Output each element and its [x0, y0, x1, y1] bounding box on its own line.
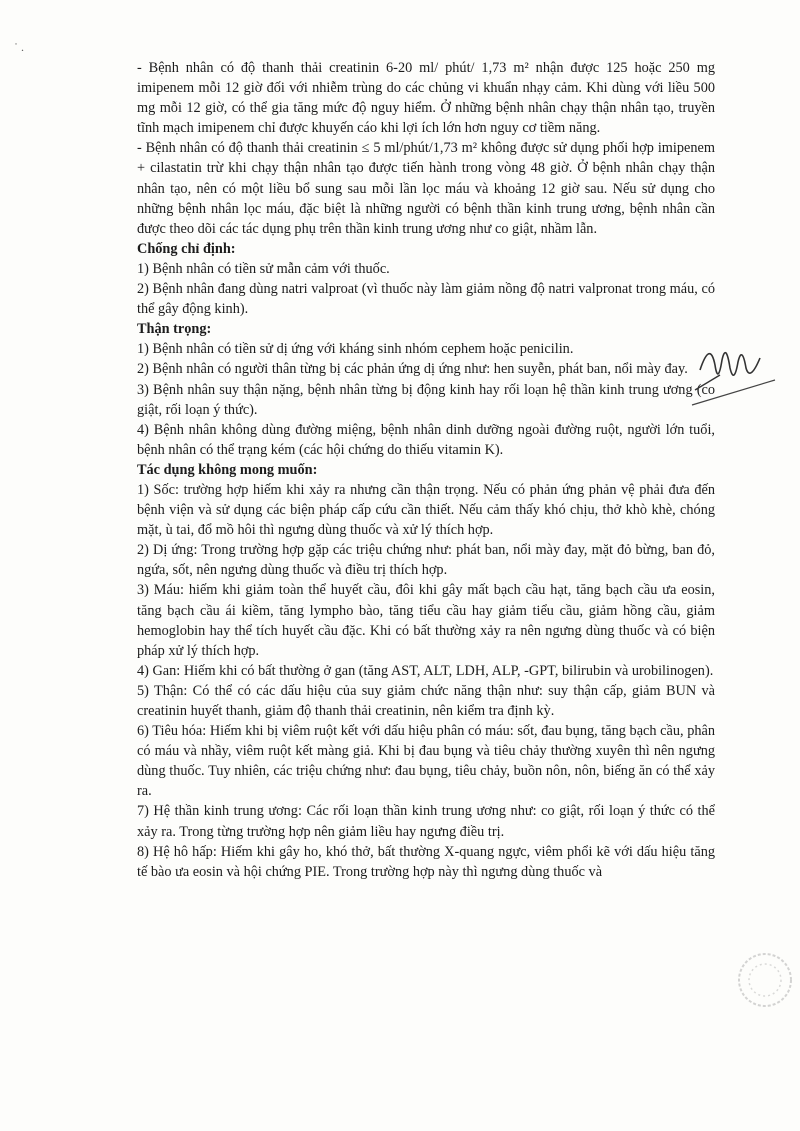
paragraph: 4) Gan: Hiếm khi có bất thường ở gan (tăng AST, ALT, LDH, ALP, -GPT, bilirubin và urobilinogen). — [137, 662, 714, 679]
document-body — [137, 58, 715, 882]
paragraph: - Bệnh nhân có độ thanh thải creatinin 6-20 ml/ phút/ 1,73 m² nhận được 125 hoặc 250 mg imipenem mỗi 12 giờ đối với nhiễm trùng do các chủng vi khuẩn nhạy cảm. Khi dùng với liều 500 mg mỗi 12 giờ, có thể gia tăng mức độ nguy hiểm. Ở những bệnh nhân chạy thận nhân tạo, truyền tĩnh mạch imipenem chỉ được khuyến cáo khi lợi ích lớn hơn nguy cơ tiềm năng. — [137, 60, 715, 137]
paragraph: 4) Bệnh nhân không dùng đường miệng, bệnh nhân dinh dưỡng ngoài đường ruột, người lớn tuổi, bệnh nhân có thể trạng kém (các hội chứng do thiếu vitamin K). — [137, 421, 715, 458]
section-heading: Tác dụng không mong muốn: — [137, 461, 318, 478]
paragraph: 3) Bệnh nhân suy thận nặng, bệnh nhân từng bị động kinh hay rối loạn hệ thần kinh trung ương (co giật, rối loạn ý thức). — [137, 381, 715, 418]
paragraph: 1) Bệnh nhân có tiền sử mẫn cảm với thuốc. — [137, 260, 390, 277]
paragraph: 6) Tiêu hóa: Hiếm khi bị viêm ruột kết với dấu hiệu phân có máu: sốt, đau bụng, tăng bạch cầu, phân có máu và nhầy, viêm ruột kết màng giả. Khi bị đau bụng và tiêu chảy thường xuyên thì nên ngưng dùng thuốc. Tuy nhiên, các triệu chứng như: đau bụng, tiêu chảy, buồn nôn, nôn, biếng ăn có thể xảy ra. — [137, 723, 715, 800]
speck: ˙ . — [14, 40, 24, 54]
paragraph: 2) Bệnh nhân đang dùng natri valproat (vì thuốc này làm giảm nồng độ natri valpronat trong máu, có thể gây động kinh). — [137, 281, 715, 318]
paragraph: 2) Bệnh nhân có người thân từng bị các phản ứng dị ứng như: hen suyễn, phát ban, nổi mày đay. — [137, 361, 688, 378]
stamp-mark — [735, 945, 795, 1015]
paragraph: - Bệnh nhân có độ thanh thải creatinin ≤ 5 ml/phút/1,73 m² không được sử dụng phối hợp imipenem + cilastatin trừ khi chạy thận nhân tạo được tiến hành trong vòng 48 giờ. Ở bệnh nhân chạy thận nhân tạo, nên có một liều bổ sung sau mỗi lần lọc máu và khoảng 12 giờ sau. Nếu sử dụng cho những bệnh nhân lọc máu, đặc biệt là những người có bệnh thần kinh trung ương, bệnh nhân cần được theo dõi các tác dụng phụ trên thần kinh trung ương như co giật, nhầm lẫn. — [137, 140, 715, 237]
paragraph: 1) Bệnh nhân có tiền sử dị ứng với kháng sinh nhóm cephem hoặc penicilin. — [137, 341, 574, 358]
paragraph: 7) Hệ thần kinh trung ương: Các rối loạn thần kinh trung ương như: co giật, rối loạn ý thức có thể xảy ra. Trong từng trường hợp nên giảm liều hay ngưng điều trị. — [137, 803, 715, 840]
section-heading: Chống chỉ định: — [137, 240, 236, 257]
paragraph: 1) Sốc: trường hợp hiếm khi xảy ra nhưng cần thận trọng. Nếu có phản ứng phản vệ phải đưa đến bệnh viện và sử dụng các biện pháp cấp cứu cần thiết. Nếu cảm thấy khó chịu, thở khò khè, chóng mặt, ù tai, đổ mồ hôi thì ngưng dùng thuốc và xử lý thích hợp. — [137, 481, 715, 539]
paragraph: 8) Hệ hô hấp: Hiếm khi gây ho, khó thở, bất thường X-quang ngực, viêm phổi kẽ với dấu hiệu tăng tế bào ưa eosin và hội chứng PIE. Trong trường hợp này thì ngưng dùng thuốc và — [137, 843, 715, 880]
section-heading: Thận trọng: — [137, 321, 212, 338]
paragraph: 5) Thận: Có thể có các dấu hiệu của suy giảm chức năng thận như: suy thận cấp, giảm BUN và creatinin huyết thanh, giảm độ thanh thải creatinin, nên kiểm tra định kỳ. — [137, 682, 715, 719]
paragraph: 2) Dị ứng: Trong trường hợp gặp các triệu chứng như: phát ban, nổi mày đay, mặt đỏ bừng, ban đỏ, ngứa, sốt, nên ngưng dùng thuốc và điều trị thích hợp. — [137, 542, 715, 579]
paragraph: 3) Máu: hiếm khi giảm toàn thể huyết cầu, đôi khi gây mất bạch cầu hạt, tăng bạch cầu ưa eosin, tăng bạch cầu ái kiềm, tăng lympho bào, tăng tiểu cầu hay giảm tiểu cầu, giảm hồng cầu, giảm hemoglobin hay thể tích huyết cầu đặc. Khi có bất thường xảy ra nên ngưng dùng thuốc và có biện pháp xử lý thích hợp. — [137, 582, 715, 659]
scan-specks — [14, 40, 24, 55]
handwritten-signature — [690, 330, 780, 420]
